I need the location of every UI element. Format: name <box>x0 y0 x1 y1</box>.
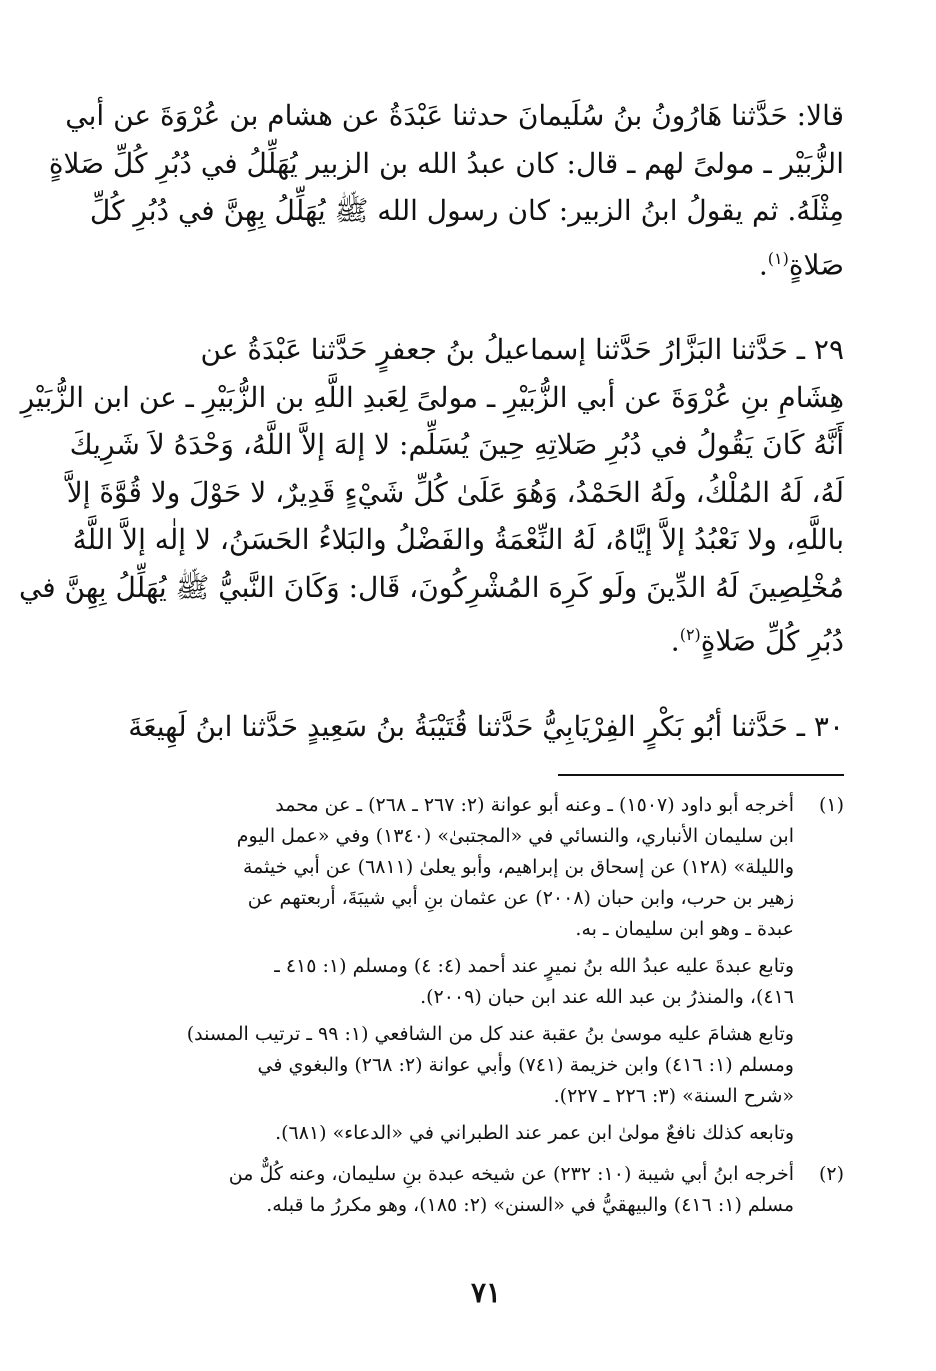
footnote-line: عبدة ـ وهو ابن سليمان ـ به. <box>575 918 794 940</box>
footnote-body <box>128 1159 794 1227</box>
text-line: باللَّهِ، ولا نَعْبُدُ إلاَّ إيَّاهُ، لَهُ النِّعْمَةُ والفَضْلُ والبَلاءُ الحَسَنُ، لا إلٰه إلاَّ اللَّهُ <box>72 523 844 557</box>
footnote-line: مسلم (١: ٤١٦) والبيهقيُّ في «السنن» (٢: ١٨٥)، وهو مكررُ ما قبله. <box>266 1194 794 1216</box>
text-fragment: دُبُرِ كُلِّ صَلاةٍ <box>700 624 844 658</box>
footnote-1 <box>128 790 844 1155</box>
text-line: الزُّبَيْر ـ مولىً لهم ـ قال: كان عبدُ الله بن الزبير يُهَلِّلُ في دُبُرِ كُلِّ صَلاةٍ <box>48 146 844 180</box>
footnote-line: وتابعه كذلك نافعٌ مولىٰ ابن عمر عند الطبراني في «الدعاء» (٦٨١). <box>275 1122 794 1144</box>
main-text <box>18 92 844 751</box>
footnote-reference-2[interactable]: (٢) <box>679 625 701 645</box>
footnote-number: (١) <box>818 794 844 816</box>
footnote-line: ٤١٦)، والمنذرُ بن عبد الله عند ابن حبان (٢٠٠٩). <box>420 986 794 1008</box>
footnote-paragraph <box>128 790 794 945</box>
footnote-2 <box>128 1159 844 1227</box>
footnote-paragraph <box>128 951 794 1013</box>
footnotes-section <box>128 790 844 1231</box>
footnote-line: زهير بن حرب، وابن حبان (٢٠٠٨) عن عثمان بنِ أبي شيبَةَ، أربعتهم عن <box>247 887 794 909</box>
text-line: قالا: حَدَّثنا هَارُونُ بنُ سُلَيمانَ حدثنا عَبْدَةُ عن هشام بن عُرْوَةَ عن أبي <box>65 99 844 132</box>
text-line: ٢٩ ـ حَدَّثنا البَزَّارُ حَدَّثنا إسماعيلُ بنُ جعفرٍ حَدَّثنا عَبْدَةُ عن <box>200 333 844 367</box>
text-line: ٣٠ ـ حَدَّثنا أبُو بَكْرٍ الفِرْيَابِيُّ حَدَّثنا قُتَيْبَةُ بنُ سَعِيدٍ حَدَّثنا ابنُ لَهِيعَةَ <box>128 710 844 744</box>
end-punctuation: . <box>758 247 768 281</box>
footnote-paragraph <box>128 1159 794 1221</box>
text-line-last <box>128 235 844 289</box>
hadith-30 <box>128 703 844 751</box>
text-line: مُخْلِصِينَ لَهُ الدِّينَ ولَو كَرِهَ المُشْرِكُونَ، قَال: وَكَانَ النَّبيُّ ﷺ يُهَلِّلُ بِهِنَّ في <box>18 570 844 604</box>
end-punctuation: . <box>670 624 680 658</box>
footnote-body <box>128 790 794 1155</box>
footnote-number: (٢) <box>818 1163 844 1185</box>
paragraph-continuation <box>48 92 844 288</box>
footnote-paragraph <box>128 1118 794 1149</box>
footnote-line: «شرح السنة» (٣: ٢٢٦ ـ ٢٢٧). <box>553 1085 794 1107</box>
footnote-line: وتابع عبدةَ عليه عبدُ الله بنُ نميرٍ عند أحمد (٤: ٤) ومسلم (١: ٤١٥ ـ <box>274 955 794 977</box>
hadith-29 <box>18 326 844 665</box>
footnote-paragraph <box>128 1019 794 1112</box>
book-page <box>18 92 844 1332</box>
footnote-line: والليلة» (١٢٨) عن إسحاق بن إبراهيم، وأبو يعلىٰ (٦٨١١) عن أبي خيثمة <box>242 856 794 878</box>
footnote-line: أخرجه أبو داود (١٥٠٧) ـ وعنه أبو عوانة (٢: ٢٦٧ ـ ٢٦٨) ـ عن محمد <box>275 794 794 816</box>
footnote-line: أخرجه ابنُ أبي شيبة (١٠: ٢٣٢) عن شيخه عبدة بنِ سليمان، وعنه كُلٌّ من <box>228 1163 794 1185</box>
footnote-separator <box>558 774 844 776</box>
footnote-reference-1[interactable]: (١) <box>767 248 789 268</box>
footnote-line: وتابع هشامَ عليه موسىٰ بنُ عقبة عند كل من الشافعي (١: ٩٩ ـ ترتيب المسند) <box>186 1023 794 1045</box>
page-number: ٧١ <box>470 1276 502 1309</box>
footnote-line: ومسلم (١: ٤١٦) وابن خزيمة (٧٤١) وأبي عوانة (٢: ٢٦٨) والبغوي في <box>257 1054 794 1076</box>
text-fragment: صَلاةٍ <box>788 247 844 281</box>
text-line: هِشَامِ بنِ عُرْوَةَ عن أبي الزُّبَيْرِ ـ مولىً لِعَبدِ اللَّهِ بن الزُّبَيْرِ ـ عن ابن الزُّبَيْرِ <box>20 380 844 414</box>
footnote-line: ابن سليمان الأنباري، والنسائي في «المجتبىٰ» (١٣٤٠) وفي «عمل اليوم <box>236 825 794 847</box>
text-line-last <box>128 611 844 665</box>
text-line: مِثْلَهُ. ثم يقولُ ابنُ الزبير: كان رسول الله ﷺ يُهَلِّلُ بِهِنَّ في دُبُرِ كُلِّ <box>89 194 844 227</box>
text-line: أَنَّهُ كَانَ يَقُولُ في دُبُرِ صَلاتِهِ حِينَ يُسَلِّم: لا إلهَ إلاَّ اللَّهُ، وَحْدَهُ لاَ شَرِيكَ <box>69 428 844 462</box>
text-line: لَهُ، لَهُ المُلْكُ، ولَهُ الحَمْدُ، وَهُوَ عَلَىٰ كُلِّ شَيْءٍ قَدِيرٌ، لا حَوْلَ ولا قُوَّةَ إلاَّ <box>66 475 844 509</box>
